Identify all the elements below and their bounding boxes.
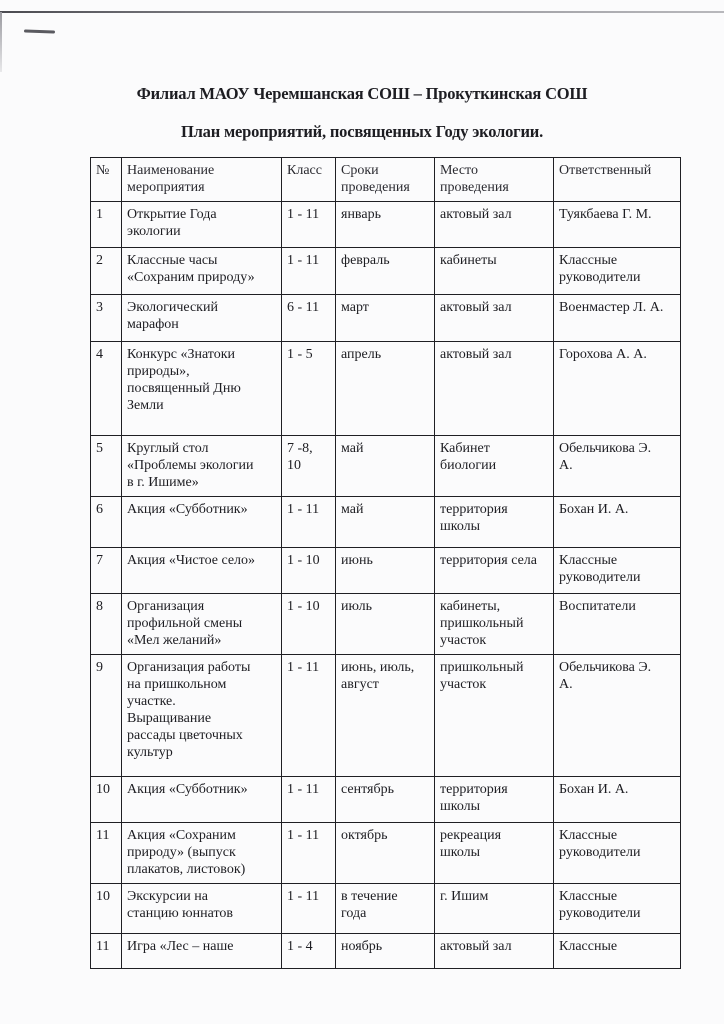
cell-place-text: актовый зал — [440, 347, 512, 362]
cell-class — [282, 436, 336, 497]
cell-class-text: 7 -8, 10 — [287, 441, 313, 473]
cell-number — [91, 934, 122, 969]
cell-class-text: 1 - 5 — [287, 347, 313, 362]
cell-dates — [336, 497, 435, 548]
cell-place-text: кабинеты — [440, 253, 497, 268]
cell-class — [282, 823, 336, 884]
cell-responsible-text: Классные руководители — [559, 253, 641, 285]
cell-place — [435, 823, 554, 884]
cell-number-text: 9 — [96, 660, 103, 675]
table-row — [91, 295, 681, 342]
cell-number — [91, 777, 122, 823]
header-place: Место проведения — [435, 158, 554, 202]
table-row — [91, 497, 681, 548]
header-class: Класс — [282, 158, 336, 202]
cell-number — [91, 248, 122, 295]
cell-number-text: 1 — [96, 207, 103, 222]
cell-responsible-text: Бохан И. А. — [559, 502, 629, 517]
cell-number-text: 10 — [96, 782, 110, 797]
cell-dates — [336, 295, 435, 342]
cell-event-name-text: Конкурс «Знатоки природы», посвященный Дню Земли — [127, 347, 241, 413]
cell-place-text: территория школы — [440, 782, 508, 814]
cell-event-name-text: Акция «Сохраним природу» (выпуск плакатов, листовок) — [127, 828, 246, 877]
pen-mark — [24, 29, 55, 33]
table-row — [91, 248, 681, 295]
cell-event-name-text: Акция «Субботник» — [127, 782, 248, 797]
cell-class-text: 1 - 10 — [287, 599, 320, 614]
header-number: № — [91, 158, 122, 202]
cell-responsible-text: Классные руководители — [559, 828, 641, 860]
cell-class — [282, 295, 336, 342]
cell-number — [91, 823, 122, 884]
document-title: Филиал МАОУ Черемшанская СОШ – Прокуткинская СОШ — [136, 84, 588, 103]
cell-event-name — [122, 655, 282, 777]
table-row — [91, 823, 681, 884]
cell-event-name — [122, 248, 282, 295]
table-row — [91, 884, 681, 934]
cell-number-text: 7 — [96, 553, 103, 568]
cell-event-name-text: Организация работы на пришкольном участке. Выращивание рассады цветочных культур — [127, 660, 251, 760]
cell-number-text: 8 — [96, 599, 103, 614]
cell-event-name-text: Экскурсии на станцию юннатов — [127, 889, 233, 921]
cell-dates-text: февраль — [341, 253, 390, 268]
cell-responsible-text: Бохан И. А. — [559, 782, 629, 797]
cell-place-text: актовый зал — [440, 207, 512, 222]
cell-responsible — [554, 823, 681, 884]
cell-event-name — [122, 342, 282, 436]
cell-class — [282, 934, 336, 969]
cell-event-name-text: Круглый стол «Проблемы экологии в г. Ишиме» — [127, 441, 254, 490]
cell-responsible-text: Обельчикова Э. А. — [559, 660, 652, 692]
cell-responsible-text: Туякбаева Г. М. — [559, 207, 652, 222]
cell-class — [282, 884, 336, 934]
cell-dates-text: январь — [341, 207, 381, 222]
cell-class-text: 1 - 11 — [287, 660, 320, 675]
cell-class-text: 1 - 11 — [287, 207, 320, 222]
cell-number — [91, 655, 122, 777]
cell-responsible — [554, 655, 681, 777]
cell-dates-text: май — [341, 441, 364, 456]
cell-class — [282, 594, 336, 655]
cell-number-text: 5 — [96, 441, 103, 456]
cell-dates-text: июль — [341, 599, 372, 614]
cell-place — [435, 295, 554, 342]
cell-number — [91, 594, 122, 655]
cell-dates — [336, 884, 435, 934]
cell-event-name-text: Игра «Лес – наше — [127, 939, 234, 954]
cell-dates-text: июнь — [341, 553, 373, 568]
cell-dates — [336, 655, 435, 777]
cell-number-text: 6 — [96, 502, 103, 517]
cell-class — [282, 202, 336, 248]
cell-responsible-text: Горохова А. А. — [559, 347, 647, 362]
cell-responsible — [554, 436, 681, 497]
cell-event-name-text: Классные часы «Сохраним природу» — [127, 253, 255, 285]
cell-dates-text: май — [341, 502, 364, 517]
cell-dates — [336, 823, 435, 884]
cell-place — [435, 248, 554, 295]
cell-place-text: кабинеты, пришкольный участок — [440, 599, 524, 648]
cell-responsible — [554, 934, 681, 969]
cell-place — [435, 497, 554, 548]
cell-dates-text: апрель — [341, 347, 382, 362]
cell-place — [435, 655, 554, 777]
cell-responsible-text: Воспитатели — [559, 599, 636, 614]
cell-place — [435, 777, 554, 823]
header-responsible: Ответственный — [554, 158, 681, 202]
cell-number — [91, 548, 122, 594]
table-row — [91, 594, 681, 655]
cell-class-text: 1 - 10 — [287, 553, 320, 568]
cell-responsible — [554, 497, 681, 548]
cell-class — [282, 248, 336, 295]
cell-place-text: территория школы — [440, 502, 508, 534]
cell-place-text: территория села — [440, 553, 537, 568]
cell-class-text: 1 - 4 — [287, 939, 313, 954]
cell-number — [91, 342, 122, 436]
cell-dates — [336, 594, 435, 655]
cell-responsible — [554, 202, 681, 248]
cell-dates — [336, 436, 435, 497]
cell-event-name-text: Экологический марафон — [127, 300, 218, 332]
table-row — [91, 342, 681, 436]
cell-number — [91, 884, 122, 934]
cell-class — [282, 342, 336, 436]
cell-event-name — [122, 777, 282, 823]
cell-responsible — [554, 548, 681, 594]
cell-class — [282, 497, 336, 548]
cell-responsible — [554, 342, 681, 436]
cell-place — [435, 548, 554, 594]
cell-number — [91, 202, 122, 248]
scan-page-edge-left — [0, 12, 2, 72]
cell-event-name — [122, 436, 282, 497]
cell-dates-text: в течение года — [341, 889, 398, 921]
cell-event-name — [122, 295, 282, 342]
cell-event-name — [122, 548, 282, 594]
cell-place-text: Кабинет биологии — [440, 441, 497, 473]
cell-number-text: 11 — [96, 939, 110, 954]
cell-event-name — [122, 934, 282, 969]
cell-dates — [336, 777, 435, 823]
cell-event-name-text: Открытие Года экологии — [127, 207, 217, 239]
table-header-row — [91, 158, 681, 202]
cell-place — [435, 934, 554, 969]
cell-place-text: г. Ишим — [440, 889, 489, 904]
cell-responsible-text: Классные — [559, 939, 618, 954]
cell-dates — [336, 248, 435, 295]
cell-responsible-text: Классные руководители — [559, 889, 641, 921]
cell-dates-text: март — [341, 300, 369, 315]
cell-class — [282, 548, 336, 594]
scan-page-edge — [0, 11, 724, 13]
cell-number-text: 10 — [96, 889, 110, 904]
cell-dates-text: октябрь — [341, 828, 388, 843]
cell-dates — [336, 934, 435, 969]
cell-class-text: 1 - 11 — [287, 253, 320, 268]
cell-class — [282, 655, 336, 777]
cell-dates — [336, 342, 435, 436]
cell-responsible — [554, 594, 681, 655]
header-event-name: Наименование мероприятия — [122, 158, 282, 202]
document-subtitle: План мероприятий, посвященных Году экологии. — [180, 122, 543, 141]
cell-place — [435, 202, 554, 248]
table-row — [91, 202, 681, 248]
table-row — [91, 777, 681, 823]
cell-place-text: рекреация школы — [440, 828, 502, 860]
cell-event-name — [122, 202, 282, 248]
cell-event-name-text: Организация профильной смены «Мел желаний» — [127, 599, 243, 648]
cell-responsible — [554, 884, 681, 934]
events-table — [90, 157, 681, 969]
table-row — [91, 934, 681, 969]
cell-class-text: 1 - 11 — [287, 889, 320, 904]
cell-number-text: 2 — [96, 253, 103, 268]
header-dates: Сроки проведения — [336, 158, 435, 202]
cell-event-name — [122, 594, 282, 655]
cell-dates-text: июнь, июль, август — [341, 660, 415, 692]
cell-place — [435, 342, 554, 436]
table-row — [91, 548, 681, 594]
cell-number — [91, 295, 122, 342]
cell-responsible-text: Обельчикова Э. А. — [559, 441, 652, 473]
cell-place-text: актовый зал — [440, 300, 512, 315]
table-row — [91, 655, 681, 777]
cell-dates — [336, 202, 435, 248]
cell-number-text: 11 — [96, 828, 110, 843]
cell-place — [435, 594, 554, 655]
cell-dates-text: ноябрь — [341, 939, 383, 954]
cell-responsible — [554, 777, 681, 823]
cell-number-text: 3 — [96, 300, 103, 315]
cell-number — [91, 497, 122, 548]
cell-number-text: 4 — [96, 347, 103, 362]
cell-event-name-text: Акция «Субботник» — [127, 502, 248, 517]
cell-dates — [336, 548, 435, 594]
cell-responsible — [554, 248, 681, 295]
cell-class-text: 1 - 11 — [287, 828, 320, 843]
cell-event-name — [122, 497, 282, 548]
cell-class-text: 6 - 11 — [287, 300, 320, 315]
cell-place — [435, 884, 554, 934]
cell-event-name-text: Акция «Чистое село» — [127, 553, 256, 568]
cell-place-text: актовый зал — [440, 939, 512, 954]
cell-responsible — [554, 295, 681, 342]
cell-event-name — [122, 884, 282, 934]
cell-place — [435, 436, 554, 497]
cell-class-text: 1 - 11 — [287, 782, 320, 797]
cell-number — [91, 436, 122, 497]
cell-place-text: пришкольный участок — [440, 660, 524, 692]
cell-class-text: 1 - 11 — [287, 502, 320, 517]
cell-responsible-text: Военмастер Л. А. — [559, 300, 664, 315]
cell-class — [282, 777, 336, 823]
cell-responsible-text: Классные руководители — [559, 553, 641, 585]
table-row — [91, 436, 681, 497]
cell-dates-text: сентябрь — [341, 782, 394, 797]
cell-event-name — [122, 823, 282, 884]
